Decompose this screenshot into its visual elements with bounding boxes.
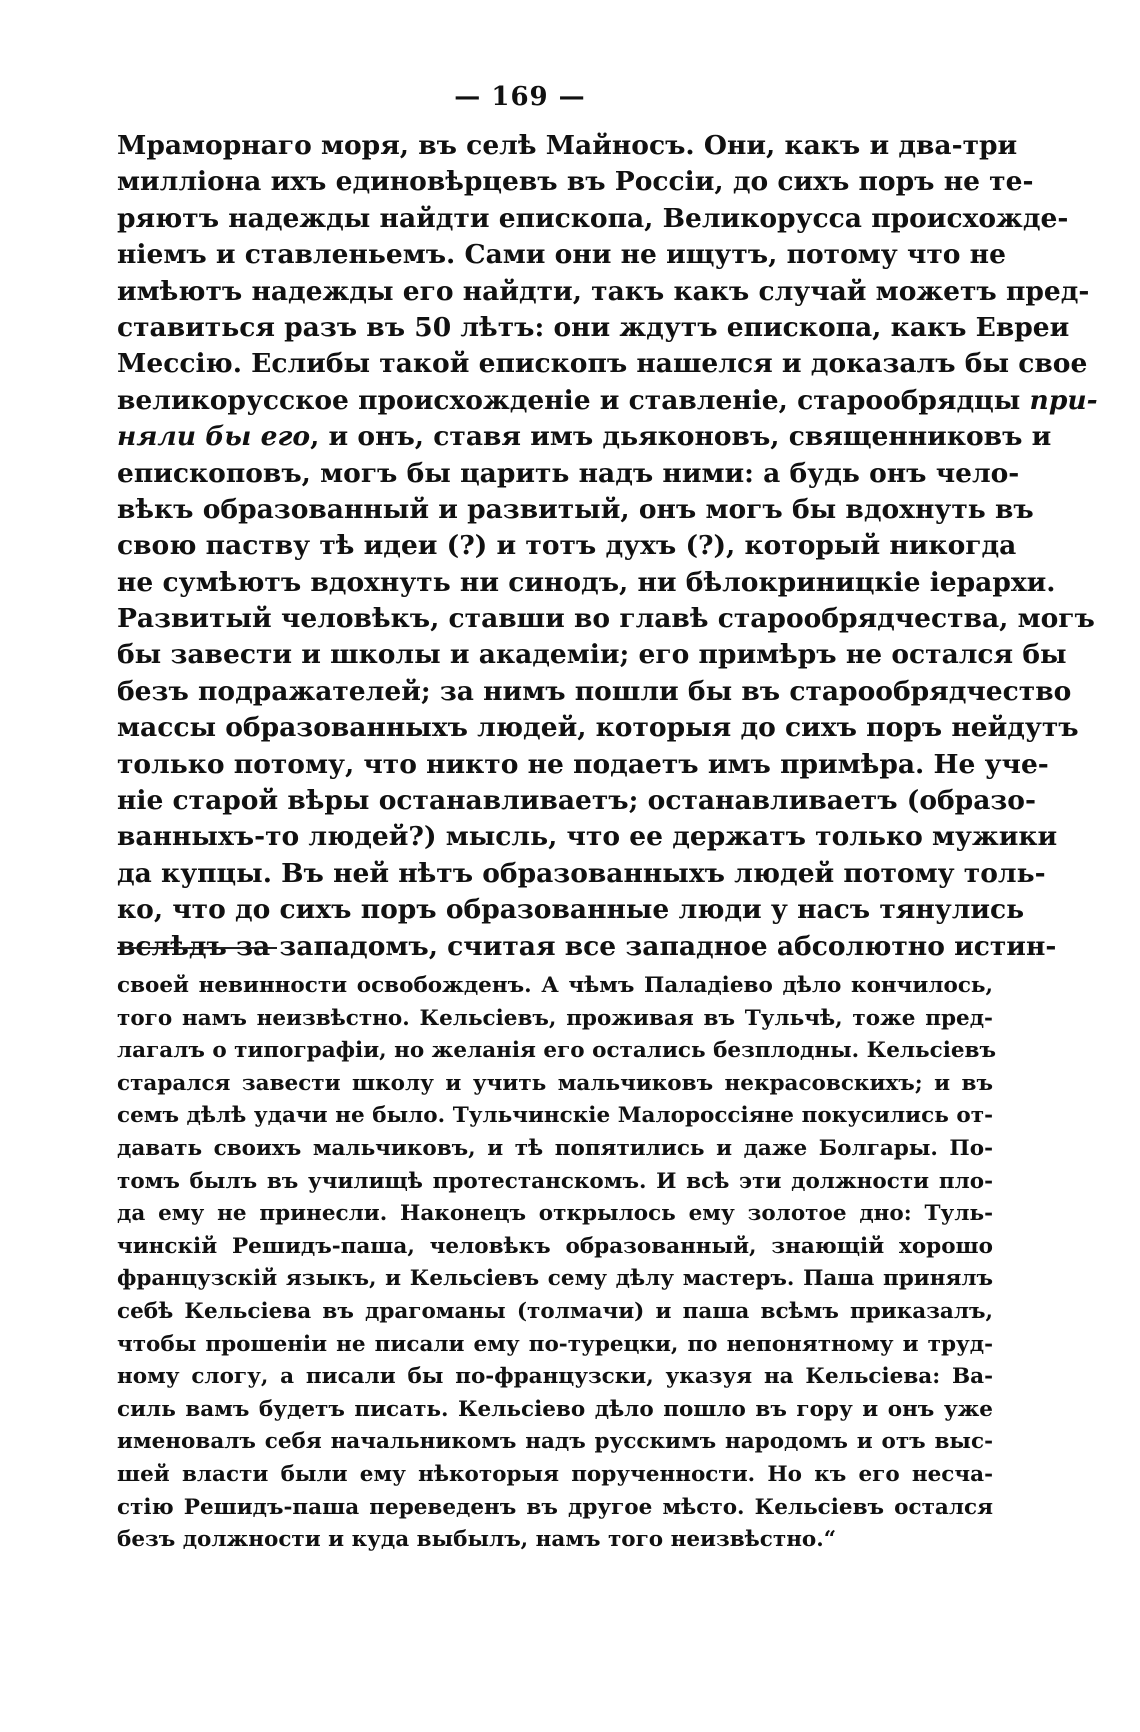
main-text-line: массы образованныхъ людей, которыя до сихъ поръ нейдутъ bbox=[117, 712, 1079, 744]
footnote-line: семъ дѣлѣ удачи не было. Тульчинскіе Малороссіяне покусились от- bbox=[117, 1103, 993, 1129]
main-text-line: не сумѣютъ вдохнуть ни синодъ, ни бѣлокриницкіе іерархи. bbox=[117, 566, 1056, 598]
footnote-line: чтобы прошеніи не писали ему по-турецки, по непонятному и труд- bbox=[117, 1331, 993, 1357]
footnote-line: французскій языкъ, и Кельсіевъ сему дѣлу мастеръ. Паша принялъ bbox=[117, 1266, 993, 1292]
footnote-separator bbox=[117, 947, 277, 949]
footnote-line: себѣ Кельсіева въ драгоманы (толмачи) и паша всѣмъ приказалъ, bbox=[117, 1298, 993, 1324]
main-text-line: свою паству тѣ идеи (?) и тотъ духъ (?), который никогда bbox=[117, 530, 1017, 562]
footnote-line: чинскій Решидъ-паша, человѣкъ образованный, знающій хорошо bbox=[117, 1233, 993, 1259]
footnote-line: шей власти были ему нѣкоторыя порученности. Но къ его несча- bbox=[117, 1461, 993, 1487]
footnote-line: старался завести школу и учить мальчиковъ некрасовскихъ; и въ bbox=[117, 1070, 993, 1096]
footnote-line: безъ должности и куда выбылъ, намъ того неизвѣстно.“ bbox=[117, 1527, 837, 1553]
main-text-line: вѣкъ образованный и развитый, онъ могъ бы вдохнуть въ bbox=[117, 493, 1034, 525]
main-text-line: ряютъ надежды найдти епископа, Великорусса происхожде- bbox=[117, 202, 1069, 234]
footnote-line: силь вамъ будетъ писать. Кельсіево дѣло пошло въ гору и онъ уже bbox=[117, 1396, 993, 1422]
main-text-line: Мессію. Еслибы такой епископъ нашелся и доказалъ бы свое bbox=[117, 348, 1088, 380]
main-text-line-plain-part: , и онъ, ставя имъ дьяконовъ, священниковъ и bbox=[310, 421, 1052, 453]
main-text-line: Мраморнаго моря, въ селѣ Майносъ. Они, какъ и два-три bbox=[117, 130, 1018, 161]
main-text-line: Развитый человѣкъ, ставши во главѣ старообрядчества, могъ bbox=[117, 603, 1095, 635]
footnote-line: давать своихъ мальчиковъ, и тѣ попятились и даже Болгары. По- bbox=[117, 1135, 993, 1161]
main-body-text bbox=[117, 128, 1098, 965]
footnote-line: стію Решидъ-паша переведенъ въ другое мѣсто. Кельсіевъ остался bbox=[117, 1494, 993, 1520]
main-text-line: только потому, что никто не подаетъ имъ примѣра. Не уче- bbox=[117, 748, 1049, 780]
footnote-line: да ему не принесли. Наконецъ открылось ему золотое дно: Туль- bbox=[117, 1201, 993, 1227]
main-text-line: ванныхъ-то людей?) мысль, что ее держатъ только мужики bbox=[117, 821, 1058, 853]
footnote-line: именовалъ себя начальникомъ надъ русскимъ народомъ и отъ выс- bbox=[117, 1429, 993, 1455]
main-text-line: вслѣдъ за западомъ, считая все западное абсолютно истин- bbox=[117, 930, 1057, 962]
page-number: — 169 — bbox=[454, 82, 586, 112]
main-text-line: ставиться разъ въ 50 лѣтъ: они ждутъ епископа, какъ Евреи bbox=[117, 311, 1070, 343]
footnote-line: того намъ неизвѣстно. Кельсіевъ, проживая въ Тульчѣ, тоже пред- bbox=[117, 1005, 993, 1031]
main-text-line-with-italic bbox=[117, 383, 1098, 419]
main-text-line: милліона ихъ единовѣрцевъ въ Россіи, до сихъ поръ не те- bbox=[117, 166, 1034, 198]
footnote-line: томъ былъ въ училищѣ протестанскомъ. И всѣ эти должности пло- bbox=[117, 1168, 993, 1194]
main-text-line: епископовъ, могъ бы царить надъ ними: а будь онъ чело- bbox=[117, 457, 1020, 489]
main-text-line: ніемъ и ставленьемъ. Сами они не ищутъ, потому что не bbox=[117, 239, 1006, 271]
italic-fragment: при- bbox=[1029, 384, 1098, 416]
footnote-line: своей невинности освобожденъ. А чѣмъ Паладіево дѣло кончилось, bbox=[117, 973, 993, 998]
footnote-line: лагалъ о типографіи, но желанія его остались безплодны. Кельсіевъ bbox=[117, 1038, 996, 1064]
main-text-line: имѣютъ надежды его найдти, такъ какъ случай можетъ пред- bbox=[117, 275, 1090, 307]
footnote-line: ному слогу, а писали бы по-французски, указуя на Кельсіева: Ва- bbox=[117, 1364, 993, 1390]
main-text-line: ко, что до сихъ поръ образованные люди у насъ тянулись bbox=[117, 894, 1025, 926]
main-text-line: безъ подражателей; за нимъ пошли бы въ старообрядчество bbox=[117, 675, 1072, 707]
main-text-line: ніе старой вѣры останавливаетъ; останавливаетъ (образо- bbox=[117, 785, 1036, 817]
italic-fragment: няли бы его bbox=[117, 421, 311, 453]
footnote-text bbox=[117, 970, 996, 1557]
main-text-line: бы завести и школы и академіи; его примѣръ не остался бы bbox=[117, 639, 1067, 671]
main-text-line-plain-part: великорусское происхожденіе и ставленіе, старообрядцы bbox=[117, 384, 1030, 416]
main-text-line-with-italic bbox=[117, 419, 1052, 455]
main-text-line: да купцы. Въ ней нѣтъ образованныхъ людей потому толь- bbox=[117, 857, 1046, 889]
